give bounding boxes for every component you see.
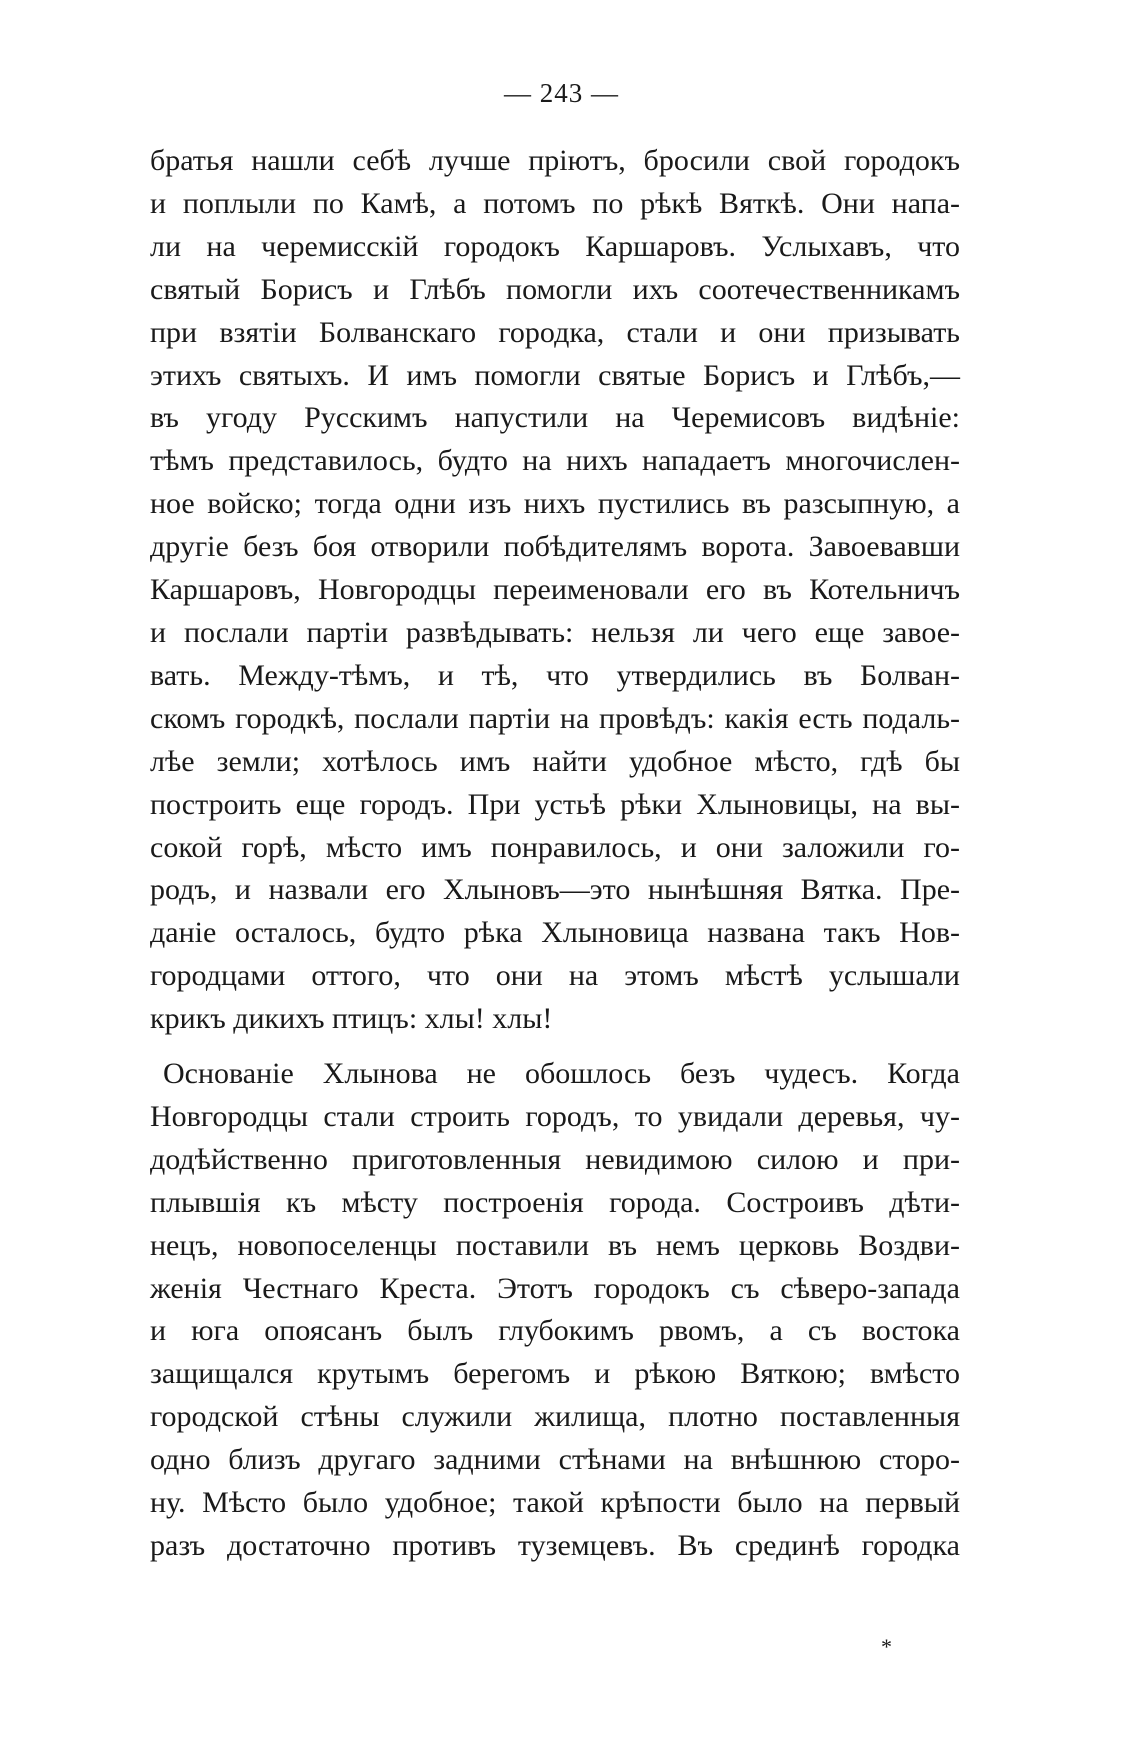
text-line: тѣмъ представилось, будто на нихъ нападаетъ многочислен- <box>150 444 960 478</box>
text-line: одно близъ другаго задними стѣнами на внѣшнюю сторо- <box>150 1443 960 1477</box>
text-line: ное войско; тогда одни изъ нихъ пустились въ разсыпную, а <box>150 487 960 521</box>
text-line: этихъ святыхъ. И имъ помогли святые Борисъ и Глѣбъ,— <box>150 358 960 392</box>
paragraph-gap <box>150 1041 960 1053</box>
text-line: другіе безъ боя отворили побѣдителямъ ворота. Завоевавши <box>150 530 960 564</box>
paragraph-2 <box>150 1053 960 1568</box>
paragraph-1 <box>150 140 960 1041</box>
text-line: плывшія къ мѣсту построенія города. Состроивъ дѣти- <box>150 1185 960 1219</box>
text-line: и послали партіи развѣдывать: нельзя ли чего еще завое- <box>150 615 960 649</box>
signature-mark: * <box>881 1634 892 1659</box>
text-line: женія Честнаго Креста. Этотъ городокъ съ сѣверо-запада <box>150 1271 960 1305</box>
text-line: построить еще городъ. При устьѣ рѣки Хлыновицы, на вы- <box>150 787 960 821</box>
text-line: сокой горѣ, мѣсто имъ понравилось, и они заложили го- <box>150 830 960 864</box>
text-line: додѣйственно приготовленныя невидимою силою и при- <box>150 1142 960 1176</box>
text-line: и юга опоясанъ былъ глубокимъ рвомъ, а съ востока <box>150 1314 960 1348</box>
page-number: — 243 — <box>504 78 619 108</box>
body-text <box>150 140 960 1568</box>
text-line: святый Борисъ и Глѣбъ помогли ихъ соотечественникамъ <box>150 272 960 306</box>
text-line: Новгородцы стали строить городъ, то увидали деревья, чу- <box>150 1099 960 1133</box>
text-line: крикъ дикихъ птицъ: хлы! хлы! <box>150 1002 553 1036</box>
text-line: вать. Между-тѣмъ, и тѣ, что утвердились въ Болван- <box>150 658 960 692</box>
text-line: ли на черемисскій городокъ Каршаровъ. Услыхавъ, что <box>150 229 960 263</box>
text-line: въ угоду Русскимъ напустили на Черемисовъ видѣніе: <box>150 401 960 435</box>
text-line: Каршаровъ, Новгородцы переименовали его въ Котельничъ <box>150 573 960 607</box>
text-line: лѣе земли; хотѣлось имъ найти удобное мѣсто, гдѣ бы <box>150 744 960 778</box>
text-line: городской стѣны служили жилища, плотно поставленныя <box>150 1400 960 1434</box>
text-line: разъ достаточно противъ туземцевъ. Въ срединѣ городка <box>150 1529 960 1562</box>
text-line: родъ, и назвали его Хлыновъ—это нынѣшняя Вятка. Пре- <box>150 873 960 907</box>
text-line: Основаніе Хлынова не обошлось безъ чудесъ. Когда <box>163 1057 960 1091</box>
text-line: защищался крутымъ берегомъ и рѣкою Вяткою; вмѣсто <box>150 1357 960 1391</box>
text-line: ну. Мѣсто было удобное; такой крѣпости было на первый <box>150 1486 960 1520</box>
text-line: нецъ, новопоселенцы поставили въ немъ церковь Воздви- <box>150 1228 960 1262</box>
text-line: братья нашли себѣ лучше пріютъ, бросили свой городокъ <box>150 144 960 177</box>
text-line: даніе осталось, будто рѣка Хлыновица названа такъ Нов- <box>150 916 960 950</box>
text-line: городцами оттого, что они на этомъ мѣстѣ услышали <box>150 959 960 993</box>
text-line: при взятіи Болванскаго городка, стали и они призывать <box>150 315 960 349</box>
text-line: скомъ городкѣ, послали партіи на провѣдъ: какія есть подаль- <box>150 701 960 735</box>
text-line: и поплыли по Камѣ, а потомъ по рѣкѣ Вяткѣ. Они напа- <box>150 186 960 220</box>
